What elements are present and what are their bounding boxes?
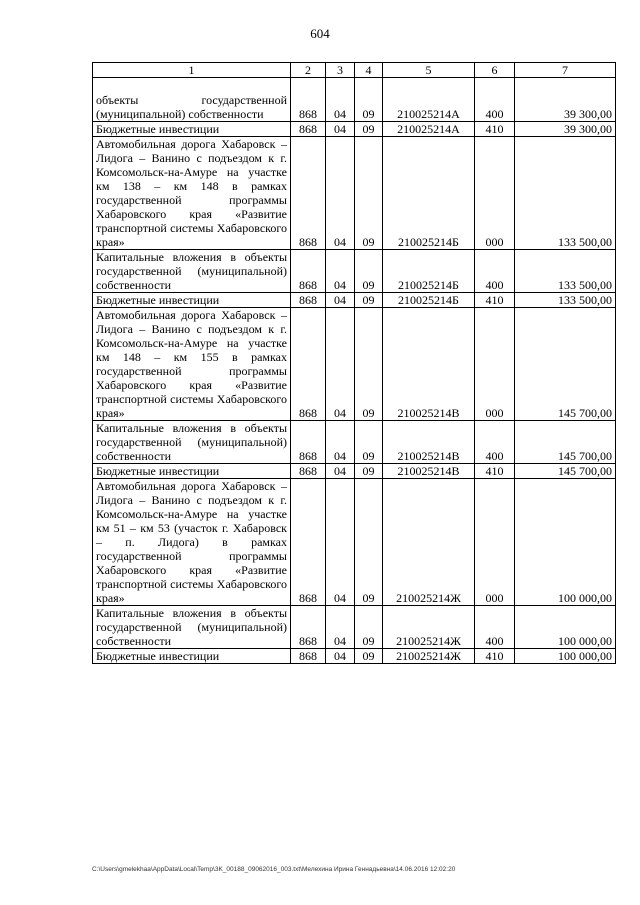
- row-name-cell: Бюджетные инвестиции: [93, 293, 291, 308]
- row-amount-cell: 100 000,00: [515, 649, 616, 664]
- table-row: [93, 122, 616, 137]
- row-cell: 868: [291, 479, 326, 606]
- row-cell: 410: [475, 293, 515, 308]
- row-cell: 210025214А: [383, 78, 475, 122]
- table-row: [93, 308, 616, 421]
- row-name-cell: Капитальные вложения в объекты государственной (муниципальной) собственности: [93, 421, 291, 464]
- row-cell: 410: [475, 649, 515, 664]
- table-row: [93, 464, 616, 479]
- row-amount-cell: 145 700,00: [515, 421, 616, 464]
- column-header: 4: [355, 63, 383, 78]
- row-cell: 210025214В: [383, 421, 475, 464]
- row-cell: 868: [291, 122, 326, 137]
- row-cell: 410: [475, 122, 515, 137]
- column-header: 6: [475, 63, 515, 78]
- row-cell: 04: [326, 78, 355, 122]
- row-cell: 09: [355, 479, 383, 606]
- row-name-cell: Капитальные вложения в объекты государственной (муниципальной) собственности: [93, 250, 291, 293]
- row-cell: 04: [326, 464, 355, 479]
- file-path-footer: C:\Users\gmelekhaa\AppData\Local\Temp\3K_00188_09062016_003.txt\Мелехина Ирина Геннадьевна\14.06.2016 12:02:20: [92, 866, 456, 873]
- row-cell: 04: [326, 293, 355, 308]
- row-cell: 09: [355, 308, 383, 421]
- row-cell: 868: [291, 293, 326, 308]
- row-cell: 400: [475, 421, 515, 464]
- column-header: 5: [383, 63, 475, 78]
- row-cell: 09: [355, 122, 383, 137]
- column-header: 1: [93, 63, 291, 78]
- row-amount-cell: 145 700,00: [515, 308, 616, 421]
- row-amount-cell: 133 500,00: [515, 250, 616, 293]
- table-row: [93, 421, 616, 464]
- row-cell: 09: [355, 137, 383, 250]
- row-cell: 210025214А: [383, 122, 475, 137]
- row-cell: 400: [475, 78, 515, 122]
- table-header-row: [93, 63, 616, 78]
- row-cell: 400: [475, 606, 515, 649]
- row-name-cell: Автомобильная дорога Хабаровск – Лидога – Ванино с подъездом к г. Комсомольск-на-Амуре на участке км 148 – км 155 в рамках государственной программы Хабаровского края «Развитие транспортной системы Хабаровского края»: [93, 308, 291, 421]
- row-cell: 868: [291, 606, 326, 649]
- row-cell: 868: [291, 137, 326, 250]
- row-name-cell: Бюджетные инвестиции: [93, 464, 291, 479]
- row-amount-cell: 39 300,00: [515, 122, 616, 137]
- row-cell: 09: [355, 421, 383, 464]
- row-name-cell: Автомобильная дорога Хабаровск – Лидога – Ванино с подъездом к г. Комсомольск-на-Амуре на участке км 51 – км 53 (участок г. Хабаровск – п. Лидога) в рамках государственной программы Хабаровского края «Развитие транспортной системы Хабаровского края»: [93, 479, 291, 606]
- row-amount-cell: 133 500,00: [515, 293, 616, 308]
- row-name-cell: Капитальные вложения в объекты государственной (муниципальной) собственности: [93, 606, 291, 649]
- table-row: [93, 250, 616, 293]
- row-cell: 210025214Б: [383, 137, 475, 250]
- table-row: [93, 78, 616, 122]
- row-cell: 210025214Ж: [383, 479, 475, 606]
- row-cell: 868: [291, 464, 326, 479]
- row-cell: 04: [326, 479, 355, 606]
- row-name-cell: объекты государственной (муниципальной) собственности: [93, 78, 291, 122]
- row-amount-cell: 39 300,00: [515, 78, 616, 122]
- column-header: 3: [326, 63, 355, 78]
- row-name-cell: Бюджетные инвестиции: [93, 649, 291, 664]
- row-amount-cell: 145 700,00: [515, 464, 616, 479]
- row-cell: 868: [291, 421, 326, 464]
- row-name-cell: Бюджетные инвестиции: [93, 122, 291, 137]
- column-header: 2: [291, 63, 326, 78]
- row-cell: 09: [355, 250, 383, 293]
- row-cell: 09: [355, 78, 383, 122]
- row-cell: 04: [326, 308, 355, 421]
- row-cell: 210025214Ж: [383, 649, 475, 664]
- row-amount-cell: 133 500,00: [515, 137, 616, 250]
- row-cell: 000: [475, 479, 515, 606]
- row-cell: 210025214Б: [383, 250, 475, 293]
- table-row: [93, 479, 616, 606]
- row-cell: 210025214Б: [383, 293, 475, 308]
- budget-table: [92, 62, 616, 664]
- row-cell: 410: [475, 464, 515, 479]
- row-cell: 04: [326, 250, 355, 293]
- row-amount-cell: 100 000,00: [515, 479, 616, 606]
- row-cell: 400: [475, 250, 515, 293]
- row-cell: 868: [291, 78, 326, 122]
- row-cell: 210025214Ж: [383, 606, 475, 649]
- row-cell: 09: [355, 606, 383, 649]
- row-cell: 04: [326, 137, 355, 250]
- table-row: [93, 293, 616, 308]
- row-cell: 04: [326, 122, 355, 137]
- table-row: [93, 606, 616, 649]
- page-number: 604: [310, 26, 330, 41]
- row-cell: 868: [291, 250, 326, 293]
- row-amount-cell: 100 000,00: [515, 606, 616, 649]
- row-cell: 04: [326, 649, 355, 664]
- table-row: [93, 137, 616, 250]
- row-name-cell: Автомобильная дорога Хабаровск – Лидога – Ванино с подъездом к г. Комсомольск-на-Амуре на участке км 138 – км 148 в рамках государственной программы Хабаровского края «Развитие транспортной системы Хабаровского края»: [93, 137, 291, 250]
- row-cell: 04: [326, 421, 355, 464]
- row-cell: 09: [355, 649, 383, 664]
- table-row: [93, 649, 616, 664]
- column-header: 7: [515, 63, 616, 78]
- row-cell: 09: [355, 293, 383, 308]
- row-cell: 000: [475, 137, 515, 250]
- row-cell: 210025214В: [383, 308, 475, 421]
- row-cell: 09: [355, 464, 383, 479]
- row-cell: 210025214В: [383, 464, 475, 479]
- row-cell: 868: [291, 308, 326, 421]
- row-cell: 000: [475, 308, 515, 421]
- row-cell: 868: [291, 649, 326, 664]
- row-cell: 04: [326, 606, 355, 649]
